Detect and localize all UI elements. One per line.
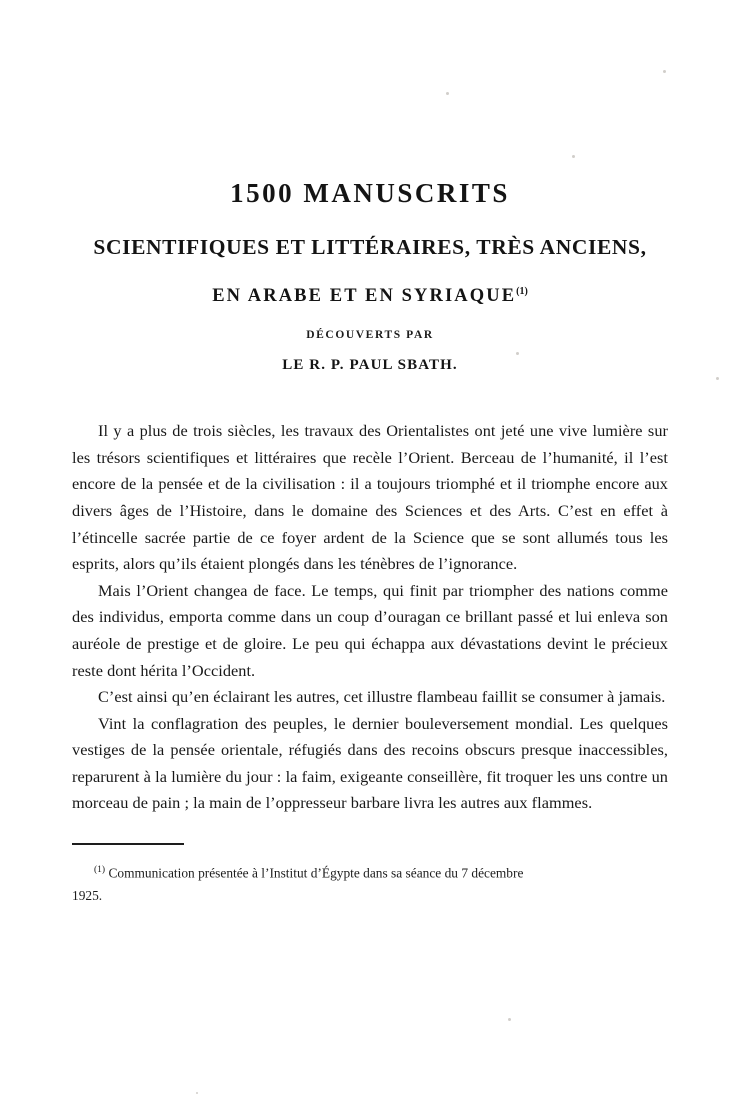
- scan-speck: [446, 92, 449, 95]
- footnote-mark: (1): [94, 865, 106, 876]
- footnote-continuation: 1925.: [72, 887, 103, 903]
- scan-speck: [716, 377, 719, 380]
- page-content: [72, 178, 668, 907]
- scan-speck: [572, 155, 575, 158]
- subtitle-line-1: SCIENTIFIQUES ET LITTÉRAIRES, TRÈS ANCIENS,: [93, 235, 647, 259]
- subtitle-line-2: [72, 286, 668, 307]
- footnote-separator: [72, 843, 184, 845]
- subtitle-line-2-text: EN ARABE ET EN SYRIAQUE: [212, 286, 517, 307]
- footnote-text: Communication présentée à l’Institut d’Égypte dans sa séance du 7 décembre: [108, 865, 524, 881]
- paragraph: Mais l’Orient changea de face. Le temps, qui finit par triompher des nations comme des individus, emporta comme dans un coup d’ouragan ce brillant passé et lui enleva son auréole de prestige et de gloire. Le peu qui échappa aux dévastations devint le précieux reste dont hérita l’Occident.: [72, 580, 668, 680]
- footnote: [72, 859, 668, 906]
- paragraph: Il y a plus de trois siècles, les travaux des Orientalistes ont jeté une vive lumière sur les trésors scientifiques et littéraires que recèle l’Orient. Berceau de l’humanité, il l’est encore de la pensée et de la civilisation : il a toujours triomphé et il triomphe encore aux divers âges de l’Histoire, dans le domaine des Sciences et des Arts. C’est en effet à l’étincelle sacrée partie de ce foyer ardent de la Science que se sont allumés tous les esprits, alors qu’ils étaient plongés dans les ténèbres de l’ignorance.: [72, 421, 668, 574]
- scan-speck: [196, 1092, 198, 1094]
- footnote-reference-mark: (1): [516, 286, 528, 297]
- paragraph: C’est ainsi qu’en éclairant les autres, cet illustre flambeau faillit se consumer à jamais.: [98, 687, 666, 707]
- byline-label: DÉCOUVERTS PAR: [306, 329, 434, 342]
- byline-author: LE R. P. PAUL SBATH.: [282, 357, 458, 374]
- body-text: [72, 418, 668, 817]
- paragraph: Vint la conflagration des peuples, le dernier bouleversement mondial. Les quelques vestiges de la pensée orientale, réfugiés dans des recoins obscurs presque inaccessibles, reparurent à la lumière du jour : la faim, exigeante conseillère, fit troquer les uns contre un morceau de pain ; la main de l’oppresseur barbare livra les autres aux flammes.: [72, 713, 668, 813]
- scan-speck: [508, 1018, 511, 1021]
- page-title: 1500 MANUSCRITS: [230, 178, 510, 208]
- title-block: [72, 178, 668, 374]
- scan-speck: [663, 70, 666, 73]
